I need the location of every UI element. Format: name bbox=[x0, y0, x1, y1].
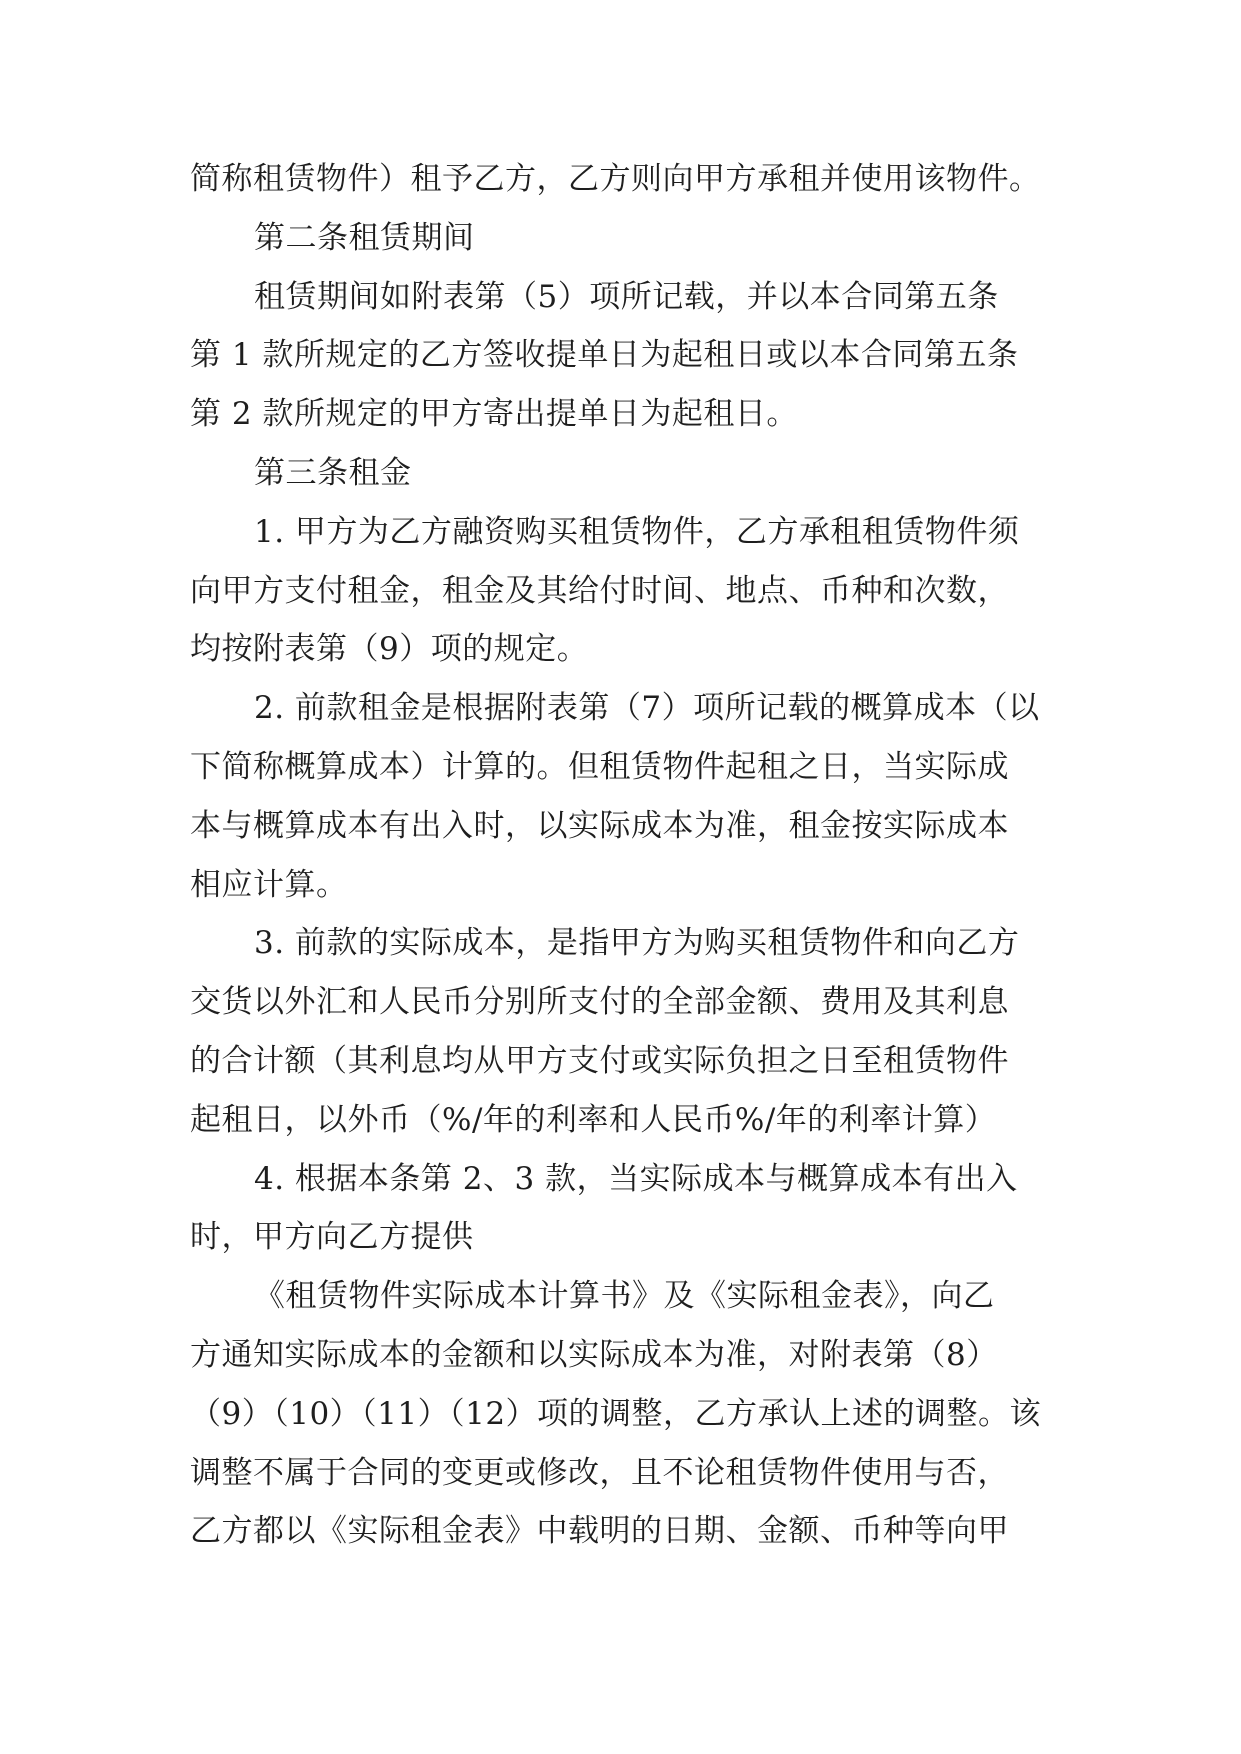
text-line: 乙方都以《实际租金表》中载明的日期、金额、币种等向甲 bbox=[190, 1513, 1009, 1550]
text-line: 第三条租金 bbox=[254, 454, 412, 491]
text-line: 简称租赁物件）租予乙方，乙方则向甲方承租并使用该物件。 bbox=[190, 161, 1041, 197]
text-line: 1. 甲方为乙方融资购买租赁物件，乙方承租租赁物件须 bbox=[254, 513, 1020, 550]
text-line: 《租赁物件实际成本计算书》及《实际租金表》，向乙 bbox=[254, 1278, 995, 1315]
text-line: 本与概算成本有出入时，以实际成本为准，租金按实际成本 bbox=[190, 807, 1009, 844]
text-line: 2. 前款租金是根据附表第（7）项所记载的概算成本（以 bbox=[254, 690, 1040, 727]
text-line: 向甲方支付租金，租金及其给付时间、地点、币种和次数， bbox=[190, 572, 1009, 609]
text-line: 起租日，以外币（%/年的利率和人民币%/年的利率计算） bbox=[190, 1101, 997, 1138]
text-line: 均按附表第（9）项的规定。 bbox=[190, 631, 589, 668]
text-line: 的合计额（其利息均从甲方支付或实际负担之日至租赁物件 bbox=[190, 1042, 1009, 1079]
text-line: 第 1 款所规定的乙方签收提单日为起租日或以本合同第五条 bbox=[190, 337, 1019, 374]
text-line: 4. 根据本条第 2、3 款，当实际成本与概算成本有出入 bbox=[254, 1160, 1018, 1197]
text-line: （9）（10）（11）（12）项的调整，乙方承认上述的调整。该 bbox=[190, 1395, 1042, 1432]
text-line: 第 2 款所规定的甲方寄出提单日为起租日。 bbox=[190, 396, 798, 433]
text-line: 租赁期间如附表第（5）项所记载，并以本合同第五条 bbox=[254, 278, 999, 315]
text-line: 下简称概算成本）计算的。但租赁物件起租之日，当实际成 bbox=[190, 748, 1009, 785]
text-line: 方通知实际成本的金额和以实际成本为准，对附表第（8） bbox=[190, 1336, 998, 1373]
text-line: 调整不属于合同的变更或修改，且不论租赁物件使用与否， bbox=[190, 1454, 1009, 1491]
text-line: 第二条租赁期间 bbox=[254, 219, 475, 256]
text-line: 相应计算。 bbox=[190, 866, 348, 903]
text-line: 时，甲方向乙方提供 bbox=[190, 1219, 474, 1256]
text-line: 3. 前款的实际成本，是指甲方为购买租赁物件和向乙方 bbox=[254, 925, 1020, 962]
document-body bbox=[190, 150, 1060, 1561]
text-line: 交货以外汇和人民币分别所支付的全部金额、费用及其利息 bbox=[190, 984, 1009, 1021]
